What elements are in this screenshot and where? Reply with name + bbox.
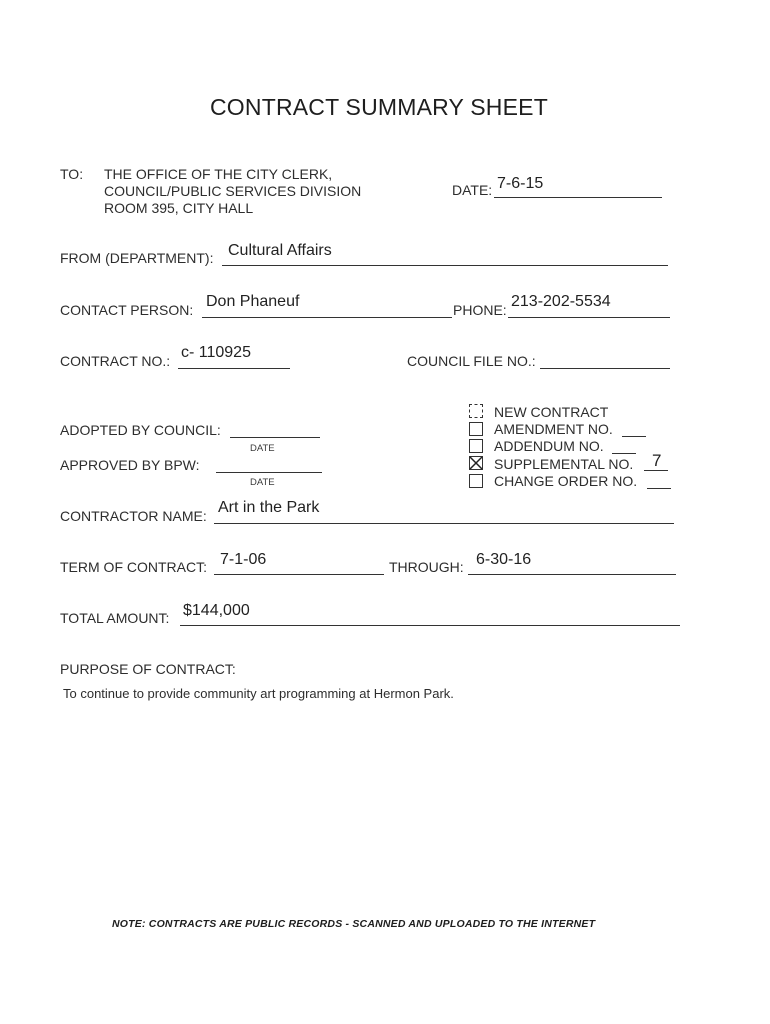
contractor-underline [214,523,674,524]
date-label: DATE: [452,182,493,198]
approved-underline [216,472,322,473]
amendment-label: AMENDMENT NO. [494,421,613,437]
through-value: 6-30-16 [476,551,532,568]
contractor-value: Art in the Park [218,499,320,516]
from-value: Cultural Affairs [228,242,332,259]
adopted-underline [230,437,320,438]
new-contract-label: NEW CONTRACT [494,404,609,420]
approved-label: APPROVED BY BPW: [60,457,200,473]
contract-no-value: c- 110925 [181,344,251,361]
phone-label: PHONE: [453,302,507,318]
contractor-label: CONTRACTOR NAME: [60,508,207,524]
contact-underline [202,317,452,318]
to-line-3: ROOM 395, CITY HALL [104,200,254,216]
date-value: 7-6-15 [497,175,544,192]
contract-no-underline [178,368,290,369]
amendment-no-underline [622,436,646,437]
contract-no-label: CONTRACT NO.: [60,353,171,369]
total-amount-value: $144,000 [183,602,250,619]
council-file-label: COUNCIL FILE NO.: [407,353,536,369]
checkmark-x-icon [469,456,483,470]
addendum-label: ADDENDUM NO. [494,438,604,454]
contact-label: CONTACT PERSON: [60,302,194,318]
phone-underline [508,317,670,318]
footer-note: NOTE: CONTRACTS ARE PUBLIC RECORDS - SCANNED AND UPLOADED TO THE INTERNET [112,918,596,930]
page-title: CONTRACT SUMMARY SHEET [210,94,548,120]
change-order-label: CHANGE ORDER NO. [494,473,638,489]
purpose-text: To continue to provide community art programming at Hermon Park. [63,686,454,701]
to-label: TO: [60,166,84,182]
contact-value: Don Phaneuf [206,293,300,310]
date-underline [494,197,662,198]
change-order-no-underline [647,488,671,489]
supplemental-no-value: 7 [652,451,662,470]
term-label: TERM OF CONTRACT: [60,559,207,575]
through-underline [468,574,676,575]
to-line-2: COUNCIL/PUBLIC SERVICES DIVISION [104,183,362,199]
term-value: 7-1-06 [220,551,267,568]
term-underline [214,574,384,575]
change-order-checkbox[interactable] [469,474,483,488]
new-contract-checkbox[interactable] [469,404,483,418]
from-underline [222,265,668,266]
supplemental-label: SUPPLEMENTAL NO. [494,456,634,472]
council-file-underline [540,368,670,369]
total-amount-underline [180,625,680,626]
addendum-no-underline [612,453,636,454]
addendum-checkbox[interactable] [469,439,483,453]
amendment-checkbox[interactable] [469,422,483,436]
adopted-label: ADOPTED BY COUNCIL: [60,422,221,438]
to-line-1: THE OFFICE OF THE CITY CLERK, [104,166,333,182]
total-amount-label: TOTAL AMOUNT: [60,610,170,626]
purpose-label: PURPOSE OF CONTRACT: [60,661,236,677]
through-label: THROUGH: [389,559,464,575]
adopted-date-sublabel: DATE [250,443,275,454]
approved-date-sublabel: DATE [250,477,275,488]
from-label: FROM (DEPARTMENT): [60,250,214,266]
phone-value: 213-202-5534 [511,293,611,310]
supplemental-checkbox[interactable] [469,456,483,470]
